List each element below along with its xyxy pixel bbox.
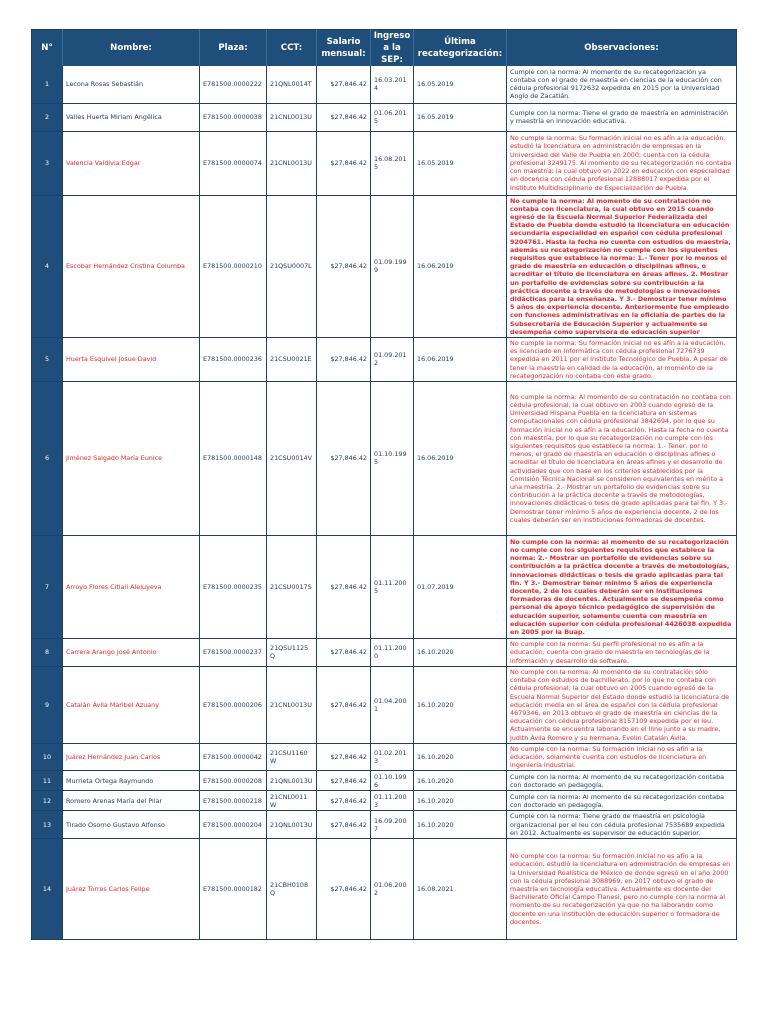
row-plaza: E781500.0000208 bbox=[200, 771, 267, 791]
row-last-recategorization: 16.10.2020 bbox=[414, 638, 507, 666]
row-number: 13 bbox=[32, 811, 63, 839]
row-number: 11 bbox=[32, 771, 63, 791]
row-observations: Cumple con la norma: Al momento de su recategorización contaba con doctorado en pedagogía. bbox=[507, 771, 737, 791]
row-cct: 21CSU0014V bbox=[267, 381, 317, 535]
row-observations: No cumple la norma: Al momento de su contratación no contaba con cédula profesional, la cual obtuvo en 2003 cuando egresó de la Universidad Hispana Puebla en la licenciatura en sistemas computacionales con cédula profesional 3842694, por lo que su formación inicial no es afín a la educación. Hasta la fecha no cuenta con maestría, por lo que su recategorización no cumple con los siguientes requisitos que establece la norma: 1.- Tener, por lo menos, el grado de maestría en educación o disciplinas afines o acreditar el título de licenciatura en áreas afines y el desarrollo de actividades que con base en los criterios establecidos por la Comisión Técnica Nacional se consideren equivalentes en mérito a una maestría. 2.- Mostrar un portafolio de evidencias sobre su contribución a la práctica docente a través de metodologías, innovaciones didácticas o tesis de grado aplicadas para tal fin. Y 3.- Demostrar tener mínimo 5 años de experiencia docente, 2 de los cuales deberán ser en instituciones formadoras de docentes. bbox=[507, 381, 737, 535]
row-name: Murrieta Ortega Raymundo bbox=[63, 771, 200, 791]
row-number: 8 bbox=[32, 638, 63, 666]
table-row bbox=[32, 839, 737, 940]
row-observations: No cumple con la norma: Su formación inicial no es afín a la educación, estudió la licenciatura en administración de empresas en la Universidad Realística de México de donde egresó en el año 2000 con la cédula profesional 3088969, en 2017 obtuvo el grado de maestría en tecnología educativa. Actualmente es docente del Bachillerato Oficial Campo Tlanesi, pero no cumple con la norma al momento de su recategorización ya que no ha laborando como docente en una institución de educación superior o formadora de docentes. bbox=[507, 839, 737, 940]
table-row bbox=[32, 743, 737, 771]
row-plaza: E781500.0000210 bbox=[200, 195, 267, 337]
header-last-recategorization: Última recategorización: bbox=[414, 30, 507, 67]
row-entry-date: 01.09.2012 bbox=[371, 337, 414, 381]
row-name: Tirado Osorno Gustavo Alfonso bbox=[63, 811, 200, 839]
row-cct: 21CBH0108Q bbox=[267, 839, 317, 940]
table-row bbox=[32, 103, 737, 131]
row-last-recategorization: 16.05.2019 bbox=[414, 131, 507, 195]
row-observations: No cumple la norma: Su formación inicial no es afín a la educación, es licenciado en informática con cédula profesional 7276739 expedida en 2011 por el Instituto Tecnológico de Puebla. A pesar de tener la maestría en calidad de la educación, al momento de la recategorización no contaba con este grado. bbox=[507, 337, 737, 381]
row-name: Jiménez Salgado María Eunice bbox=[63, 381, 200, 535]
row-salary: $27,846.42 bbox=[317, 666, 371, 743]
table-row bbox=[32, 381, 737, 535]
row-plaza: E781500.0000042 bbox=[200, 743, 267, 771]
table-row bbox=[32, 811, 737, 839]
row-entry-date: 01.11.2000 bbox=[371, 638, 414, 666]
row-observations: Cumple con la norma: Tiene grado de maestría en psicología organizacional por el Ieu con cédula profesional 7535689 expedida en 2012. Actualmente es supervisor de educación superior. bbox=[507, 811, 737, 839]
row-observations: No cumple con la norma: al momento de su recategorización no cumple con los siguientes requisitos que establece la norma: 2.- Mostrar un portafolio de evidencias sobre su contribución a la práctica docente a través de metodologías, innovaciones didácticas o tesis de grado aplicadas para tal fin. Y 3.- Demostrar tener mínimo 5 años de experiencia docente, 2 de los cuales deberán ser en instituciones formadoras de docentes. Actualmente se desempeña como personal de apoyo técnico pedagógico de supervisión de educación superior, solamente cuenta con maestría en educación superior con cédula profesional 4426038 expedida en 2005 por la Buap. bbox=[507, 535, 737, 638]
header-name: Nombre: bbox=[63, 30, 200, 67]
row-cct: 21CSU0017S bbox=[267, 535, 317, 638]
row-plaza: E781500.0000236 bbox=[200, 337, 267, 381]
row-cct: 21QNL0013U bbox=[267, 771, 317, 791]
row-salary: $27,846.42 bbox=[317, 337, 371, 381]
table-row bbox=[32, 66, 737, 103]
header-observations: Observaciones: bbox=[507, 30, 737, 67]
row-name: Carrera Arango José Antonio bbox=[63, 638, 200, 666]
row-cct: 21QNL0014T bbox=[267, 66, 317, 103]
row-last-recategorization: 16.06.2019 bbox=[414, 195, 507, 337]
row-observations: No cumple la norma: Su formación inicial no es afín a la educación, estudió la licenciatura en administración de empresas en la Universidad del Valle de Puebla en 2000; cuenta con la cédula profesional 3249175. Al momento de su recategorización no contaba con maestría; la cual obtuvo en 2022 en educación con especialidad en docencia con cédula profesional 12888017 expedida por el Instituto Multidisciplinario de Especialización de Puebla. bbox=[507, 131, 737, 195]
row-cct: 21CSU0021E bbox=[267, 337, 317, 381]
row-salary: $27,846.42 bbox=[317, 791, 371, 811]
row-number: 12 bbox=[32, 791, 63, 811]
row-cct: 21CNL0011W bbox=[267, 791, 317, 811]
row-entry-date: 01.04.2001 bbox=[371, 666, 414, 743]
row-cct: 21QSU1125Q bbox=[267, 638, 317, 666]
row-number: 3 bbox=[32, 131, 63, 195]
row-last-recategorization: 16.10.2020 bbox=[414, 743, 507, 771]
row-entry-date: 01.11.2003 bbox=[371, 791, 414, 811]
row-entry-date: 01.11.2005 bbox=[371, 535, 414, 638]
row-name: Escobar Hernández Cristina Columba bbox=[63, 195, 200, 337]
row-entry-date: 01.02.2013 bbox=[371, 743, 414, 771]
row-entry-date: 01.09.1999 bbox=[371, 195, 414, 337]
row-cct: 21QSU0007L bbox=[267, 195, 317, 337]
row-last-recategorization: 01.07.2019 bbox=[414, 535, 507, 638]
row-last-recategorization: 16.05.2019 bbox=[414, 66, 507, 103]
row-plaza: E781500.0000074 bbox=[200, 131, 267, 195]
header-plaza: Plaza: bbox=[200, 30, 267, 67]
row-last-recategorization: 16.06.2019 bbox=[414, 381, 507, 535]
row-entry-date: 16.03.2014 bbox=[371, 66, 414, 103]
staff-table bbox=[31, 29, 737, 940]
row-observations: Cumple con la norma: Al momento de su recategorización ya contaba con el grado de maestría en ciencias de la educación con cédula profesional 9172632 expedida en 2015 por la Universidad Anglo de Zacatlán. bbox=[507, 66, 737, 103]
row-observations: No cumple con la norma: Al momento de su contratación sólo contaba con estudios de bachillerato, por lo que no contaba con cédula profesional, la cual obtuvo en 2005 cuando egresó de la Escuela Normal Superior del Estado donde estudió la licenciatura de educación media en el área de español con la cédula profesional 4679346, en 2013 obtuvo el grado de maestría en ciencias de la educación con cédula profesional 8157109 expedida por el Ieu. Actualmente se encuentra laborando en el Iline junto a su madre, Judith Ávila Romero y su hermana, Evelin Catalán Ávila. bbox=[507, 666, 737, 743]
row-number: 6 bbox=[32, 381, 63, 535]
header-salary: Salario mensual: bbox=[317, 30, 371, 67]
row-number: 9 bbox=[32, 666, 63, 743]
row-salary: $27,846.42 bbox=[317, 771, 371, 791]
row-salary: $27,846.42 bbox=[317, 638, 371, 666]
row-cct: 21QNL0013U bbox=[267, 811, 317, 839]
table-row bbox=[32, 638, 737, 666]
row-salary: $27,846.42 bbox=[317, 381, 371, 535]
table-header-row bbox=[32, 30, 737, 67]
row-plaza: E781500.0000204 bbox=[200, 811, 267, 839]
row-observations: No cumple la norma: Al momento de su contratación no contaba con licenciatura, la cual obtuvo en 2015 cuando egresó de la Escuela Normal Superior Federalizada del Estado de Puebla donde estudió la licenciatura en educación secundaria especialidad en español con cédula profesional 9204761. Hasta la fecha no cuenta con estudios de maestría, además su recategorización no cumple con los siguientes requisitos que establece la norma: 1.- Tener por lo menos el grado de maestría en educación o disciplinas afines, o acreditar el título de licenciatura en áreas afines. 2. Mostrar un portafolio de evidencias sobre su contribución a la práctica docente a través de metodologías o innovaciones didácticas para la enseñanza. Y 3.- Demostrar tener mínimo 5 años de experiencia docente. Anteriormente fue empleado con funciones administrativas en la oficialía de partes de la Subsecretaría de Educación Superior y actualmente se desempeña como supervisora de educación superior bbox=[507, 195, 737, 337]
row-plaza: E781500.0000235 bbox=[200, 535, 267, 638]
row-plaza: E781500.0000148 bbox=[200, 381, 267, 535]
document-page bbox=[31, 29, 736, 940]
row-salary: $27,846.42 bbox=[317, 811, 371, 839]
row-last-recategorization: 16.10.2020 bbox=[414, 666, 507, 743]
row-salary: $27,846.42 bbox=[317, 66, 371, 103]
table-row bbox=[32, 195, 737, 337]
row-salary: $27,846.42 bbox=[317, 131, 371, 195]
table-row bbox=[32, 337, 737, 381]
row-name: Romero Arenas María del Pilar bbox=[63, 791, 200, 811]
row-plaza: E781500.0000237 bbox=[200, 638, 267, 666]
row-name: Valles Huerta Miriam Angélica bbox=[63, 103, 200, 131]
row-entry-date: 01.10.1996 bbox=[371, 771, 414, 791]
row-entry-date: 16.09.2007 bbox=[371, 811, 414, 839]
row-plaza: E781500.0000206 bbox=[200, 666, 267, 743]
row-name: Valencia Valdivia Edgar bbox=[63, 131, 200, 195]
header-entry-date: Ingreso a la SEP: bbox=[371, 30, 414, 67]
row-plaza: E781500.0000218 bbox=[200, 791, 267, 811]
row-name: Juárez Hernández Juan Carlos bbox=[63, 743, 200, 771]
row-observations: No cumple con la norma: Su formación inicial no es afín a la educación, solamente cuenta con estudios de licenciatura en ingeniería industrial. bbox=[507, 743, 737, 771]
row-cct: 21CNL0013U bbox=[267, 103, 317, 131]
row-last-recategorization: 16.10.2020 bbox=[414, 811, 507, 839]
table-body bbox=[32, 66, 737, 940]
row-last-recategorization: 16.10.2020 bbox=[414, 771, 507, 791]
row-observations: Cumple con la norma: Al momento de su recategorización contaba con doctorado en pedagogía. bbox=[507, 791, 737, 811]
row-salary: $27,846.42 bbox=[317, 195, 371, 337]
table-row bbox=[32, 131, 737, 195]
row-name: Catalán Ávila Maribel Azuany bbox=[63, 666, 200, 743]
row-number: 7 bbox=[32, 535, 63, 638]
table-row bbox=[32, 771, 737, 791]
row-cct: 21CNL0013U bbox=[267, 666, 317, 743]
row-salary: $27,846.42 bbox=[317, 535, 371, 638]
row-number: 14 bbox=[32, 839, 63, 940]
row-observations: No cumple con la norma: Su perfil profesional no es afín a la educación, cuenta con grado de maestría en tecnologías de la información y desarrollo de software. bbox=[507, 638, 737, 666]
row-number: 4 bbox=[32, 195, 63, 337]
row-last-recategorization: 16.08.2021 bbox=[414, 839, 507, 940]
table-row bbox=[32, 535, 737, 638]
row-name: Arroyo Flores Citlali Aleluyeva bbox=[63, 535, 200, 638]
row-name: Juárez Torres Carlos Felipe bbox=[63, 839, 200, 940]
table-row bbox=[32, 666, 737, 743]
row-last-recategorization: 16.05.2019 bbox=[414, 103, 507, 131]
header-number: N° bbox=[32, 30, 63, 67]
row-number: 1 bbox=[32, 66, 63, 103]
row-entry-date: 01.10.1995 bbox=[371, 381, 414, 535]
row-name: Lecona Rosas Sebastián bbox=[63, 66, 200, 103]
row-observations: Cumple con la norma: Tiene el grado de maestría en administración y maestría en innovación educativa. bbox=[507, 103, 737, 131]
row-name: Huerta Esquivel Josue David bbox=[63, 337, 200, 381]
row-plaza: E781500.0000038 bbox=[200, 103, 267, 131]
row-salary: $27,846.42 bbox=[317, 839, 371, 940]
row-plaza: E781500.0000182 bbox=[200, 839, 267, 940]
row-cct: 21CSU1160W bbox=[267, 743, 317, 771]
row-cct: 21CNL0013U bbox=[267, 131, 317, 195]
row-salary: $27,846.42 bbox=[317, 103, 371, 131]
row-salary: $27,846.42 bbox=[317, 743, 371, 771]
row-last-recategorization: 16.10.2020 bbox=[414, 791, 507, 811]
row-entry-date: 01.06.2002 bbox=[371, 839, 414, 940]
row-entry-date: 16.08.2015 bbox=[371, 131, 414, 195]
row-number: 2 bbox=[32, 103, 63, 131]
row-number: 5 bbox=[32, 337, 63, 381]
table-row bbox=[32, 791, 737, 811]
row-entry-date: 01.06.2015 bbox=[371, 103, 414, 131]
row-last-recategorization: 16.06.2019 bbox=[414, 337, 507, 381]
header-cct: CCT: bbox=[267, 30, 317, 67]
row-number: 10 bbox=[32, 743, 63, 771]
row-plaza: E781500.0000222 bbox=[200, 66, 267, 103]
